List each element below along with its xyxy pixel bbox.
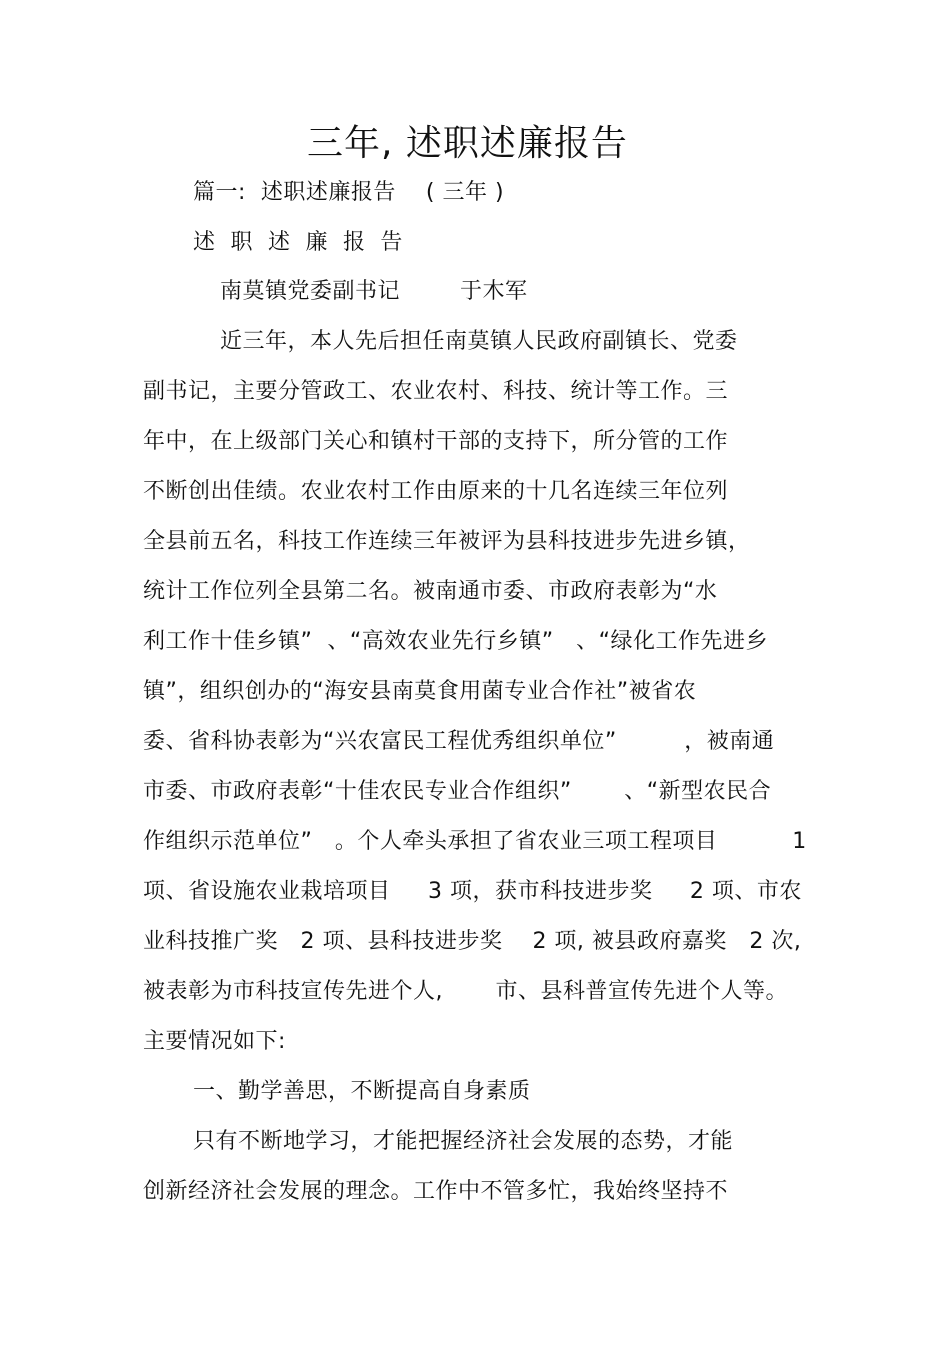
body-line: 近三年，本人先后担任南莫镇人民政府副镇长、党委 bbox=[220, 329, 738, 354]
body-line: 利工作十佳乡镇” 、“高效农业先行乡镇” 、“绿化工作先进乡 bbox=[143, 629, 769, 654]
body-line: 项、省设施农业栽培项目 3 项，获市科技进步奖 2 项、市农 bbox=[143, 879, 802, 904]
body-line: 统计工作位列全县第二名。被南通市委、市政府表彰为“水 bbox=[143, 579, 718, 604]
body-line: 委、省科协表彰为“兴农富民工程优秀组织单位” ，被南通 bbox=[143, 729, 775, 754]
document-title: 三年, 述职述廉报告 bbox=[307, 123, 628, 164]
body-line: 不断创出佳绩。农业农村工作由原来的十几名连续三年位列 bbox=[143, 479, 729, 504]
body-line: 主要情况如下: bbox=[143, 1029, 286, 1054]
section-line: 创新经济社会发展的理念。工作中不管多忙，我始终坚持不 bbox=[143, 1179, 729, 1204]
body-line: 全县前五名，科技工作连续三年被评为县科技进步先进乡镇， bbox=[143, 529, 751, 554]
author-line: 南莫镇党委副书记 于木军 bbox=[220, 279, 528, 304]
body-line: 副书记，主要分管政工、农业农村、科技、统计等工作。三 bbox=[143, 379, 729, 404]
document-subtitle: 篇一: 述职述廉报告 ( 三年 ) bbox=[193, 180, 505, 205]
body-line: 年中，在上级部门关心和镇村干部的支持下，所分管的工作 bbox=[143, 429, 729, 454]
body-line: 镇”，组织创办的“海安县南莫食用菌专业合作社”被省农 bbox=[143, 679, 697, 704]
section-line: 只有不断地学习，才能把握经济社会发展的态势，才能 bbox=[193, 1129, 734, 1154]
body-line: 被表彰为市科技宣传先进个人, 市、县科普宣传先进个人等。 bbox=[143, 979, 788, 1004]
section-heading: 一、勤学善思，不断提高自身素质 bbox=[193, 1079, 531, 1104]
body-line: 业科技推广奖 2 项、县科技进步奖 2 项, 被县政府嘉奖 2 次, bbox=[143, 929, 802, 954]
body-line: 作组织示范单位” 。个人牵头承担了省农业三项工程项目 1 bbox=[143, 829, 807, 854]
report-heading: 述 职 述 廉 报 告 bbox=[193, 230, 403, 255]
body-line: 市委、市政府表彰“十佳农民专业合作组织” 、“新型农民合 bbox=[143, 779, 772, 804]
